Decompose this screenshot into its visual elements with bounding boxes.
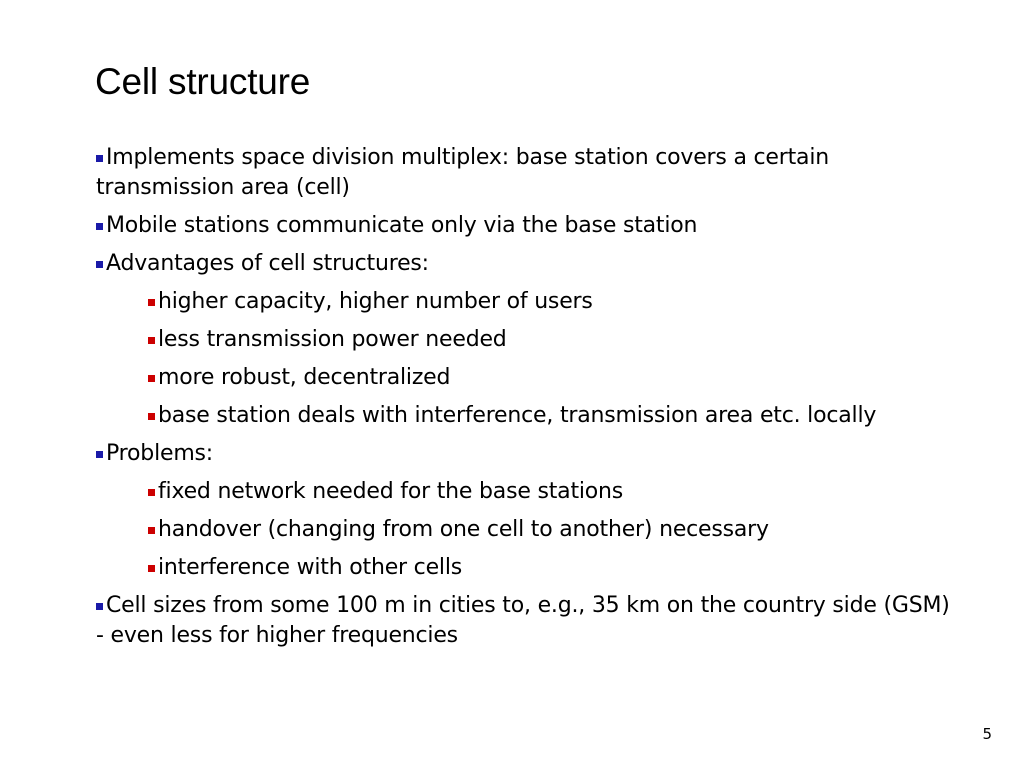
square-bullet-icon [96,261,103,268]
sub-bullet-item [96,325,956,355]
bullet-item [96,439,956,469]
square-bullet-icon [96,451,103,458]
square-bullet-icon [96,223,103,230]
square-bullet-icon [148,299,155,306]
sub-bullet-item [96,363,956,393]
sub-bullet-text: less transmission power needed [158,327,507,352]
page-number: 5 [982,725,992,743]
slide-title: Cell structure [95,61,311,102]
square-bullet-icon [148,413,155,420]
bullet-text: Cell sizes from some 100 m in cities to, e.g., 35 km on the country side (GSM) - even less for higher frequencies [96,593,950,648]
square-bullet-icon [148,337,155,344]
square-bullet-icon [148,527,155,534]
sub-bullet-text: higher capacity, higher number of users [158,289,593,314]
square-bullet-icon [96,155,103,162]
bullet-text: Implements space division multiplex: base station covers a certain transmission area (cell) [96,145,829,200]
bullet-text: Problems: [106,441,214,466]
sub-bullet-text: more robust, decentralized [158,365,451,390]
sub-bullet-text: fixed network needed for the base stations [158,479,624,504]
sub-bullet-text: base station deals with interference, transmission area etc. locally [158,403,877,428]
bullet-text: Advantages of cell structures: [106,251,429,276]
sub-bullet-item [96,287,956,317]
sub-bullet-item [96,477,956,507]
square-bullet-icon [96,603,103,610]
bullet-text: Mobile stations communicate only via the base station [106,213,698,238]
bullet-item [96,211,956,241]
bullet-list [96,143,956,659]
square-bullet-icon [148,565,155,572]
sub-bullet-text: handover (changing from one cell to another) necessary [158,517,769,542]
sub-bullet-item [96,401,956,431]
sub-bullet-text: interference with other cells [158,555,462,580]
square-bullet-icon [148,489,155,496]
square-bullet-icon [148,375,155,382]
bullet-item [96,249,956,279]
bullet-item [96,143,956,203]
sub-bullet-item [96,553,956,583]
bullet-item [96,591,956,651]
sub-bullet-item [96,515,956,545]
